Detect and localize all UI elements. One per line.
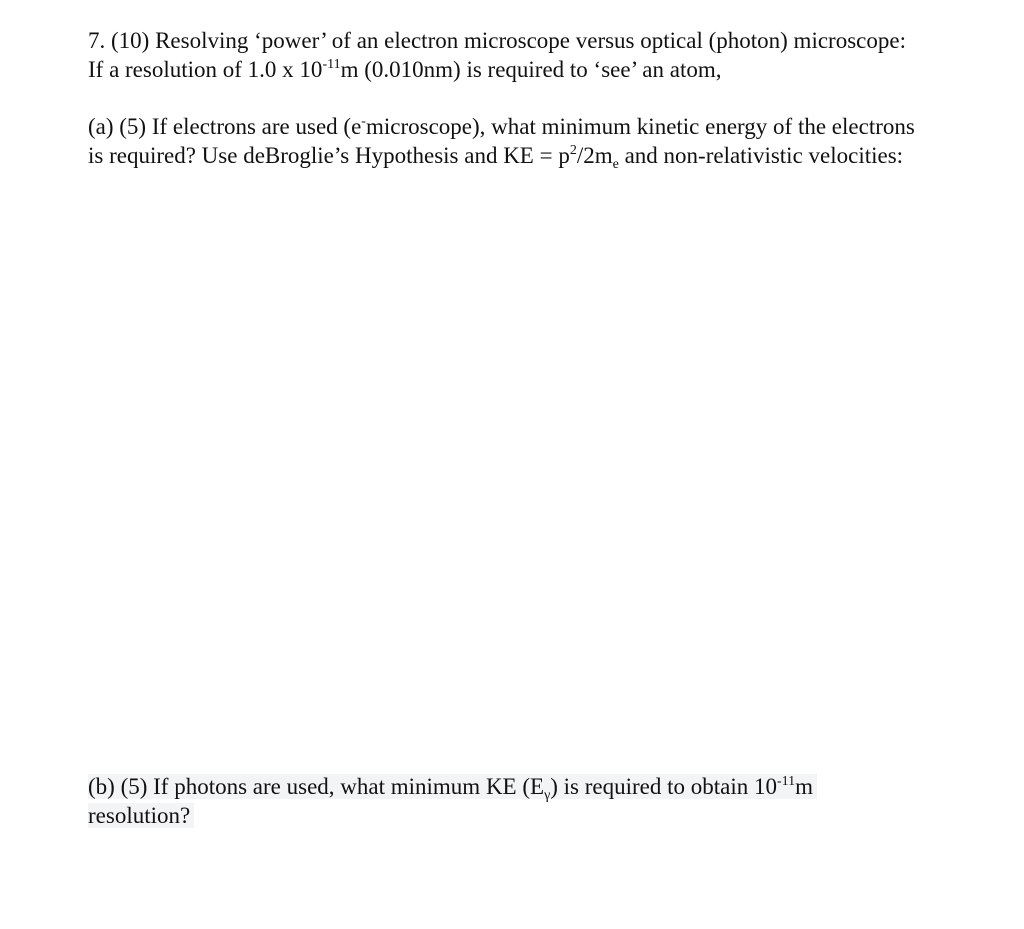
part-b-text-mid: ) is required to obtain 10: [550, 774, 778, 799]
part-a-line-1: [88, 112, 1008, 141]
resolution-text-rest: m (0.010nm) is required to ‘see’ an atom,: [340, 57, 722, 82]
part-a-formula-text: is required? Use deBroglie’s Hypothesis and KE = p: [88, 143, 570, 168]
resolution-exponent: -11: [322, 57, 341, 72]
part-b-line-1: [88, 772, 1008, 801]
part-a-line-2: [88, 141, 1008, 170]
part-a-formula-rest: and non-relativistic velocities:: [618, 143, 904, 168]
electron-superscript: -: [361, 114, 366, 129]
part-a-text-rest: microscope), what minimum kinetic energy of the electrons: [365, 114, 915, 139]
part-b-highlight: [88, 774, 817, 803]
part-b-line-2: [88, 801, 1008, 830]
formula-denominator: /2m: [576, 143, 613, 168]
part-b-text-end: resolution?: [88, 803, 194, 828]
part-b-unit: m: [795, 774, 814, 799]
answer-space-part-a: [88, 180, 988, 760]
resolution-text: If a resolution of 1.0 x 10: [88, 57, 323, 82]
gamma-subscript: γ: [544, 788, 551, 803]
part-b-exponent: -11: [777, 774, 796, 789]
question-intro: [88, 26, 1008, 84]
question-part-a: [88, 112, 1008, 170]
question-title-line: [88, 26, 1008, 55]
electron-mass-subscript: e: [612, 157, 619, 172]
question-part-b: [88, 772, 1008, 830]
part-a-text: (a) (5) If electrons are used (e: [88, 114, 362, 139]
part-b-text: (b) (5) If photons are used, what minimum KE (E: [88, 774, 545, 799]
momentum-squared-exponent: 2: [569, 143, 577, 158]
question-title-text: 7. (10) Resolving ‘power’ of an electron microscope versus optical (photon) microscope:: [88, 28, 906, 53]
question-resolution-line: [88, 55, 1008, 84]
